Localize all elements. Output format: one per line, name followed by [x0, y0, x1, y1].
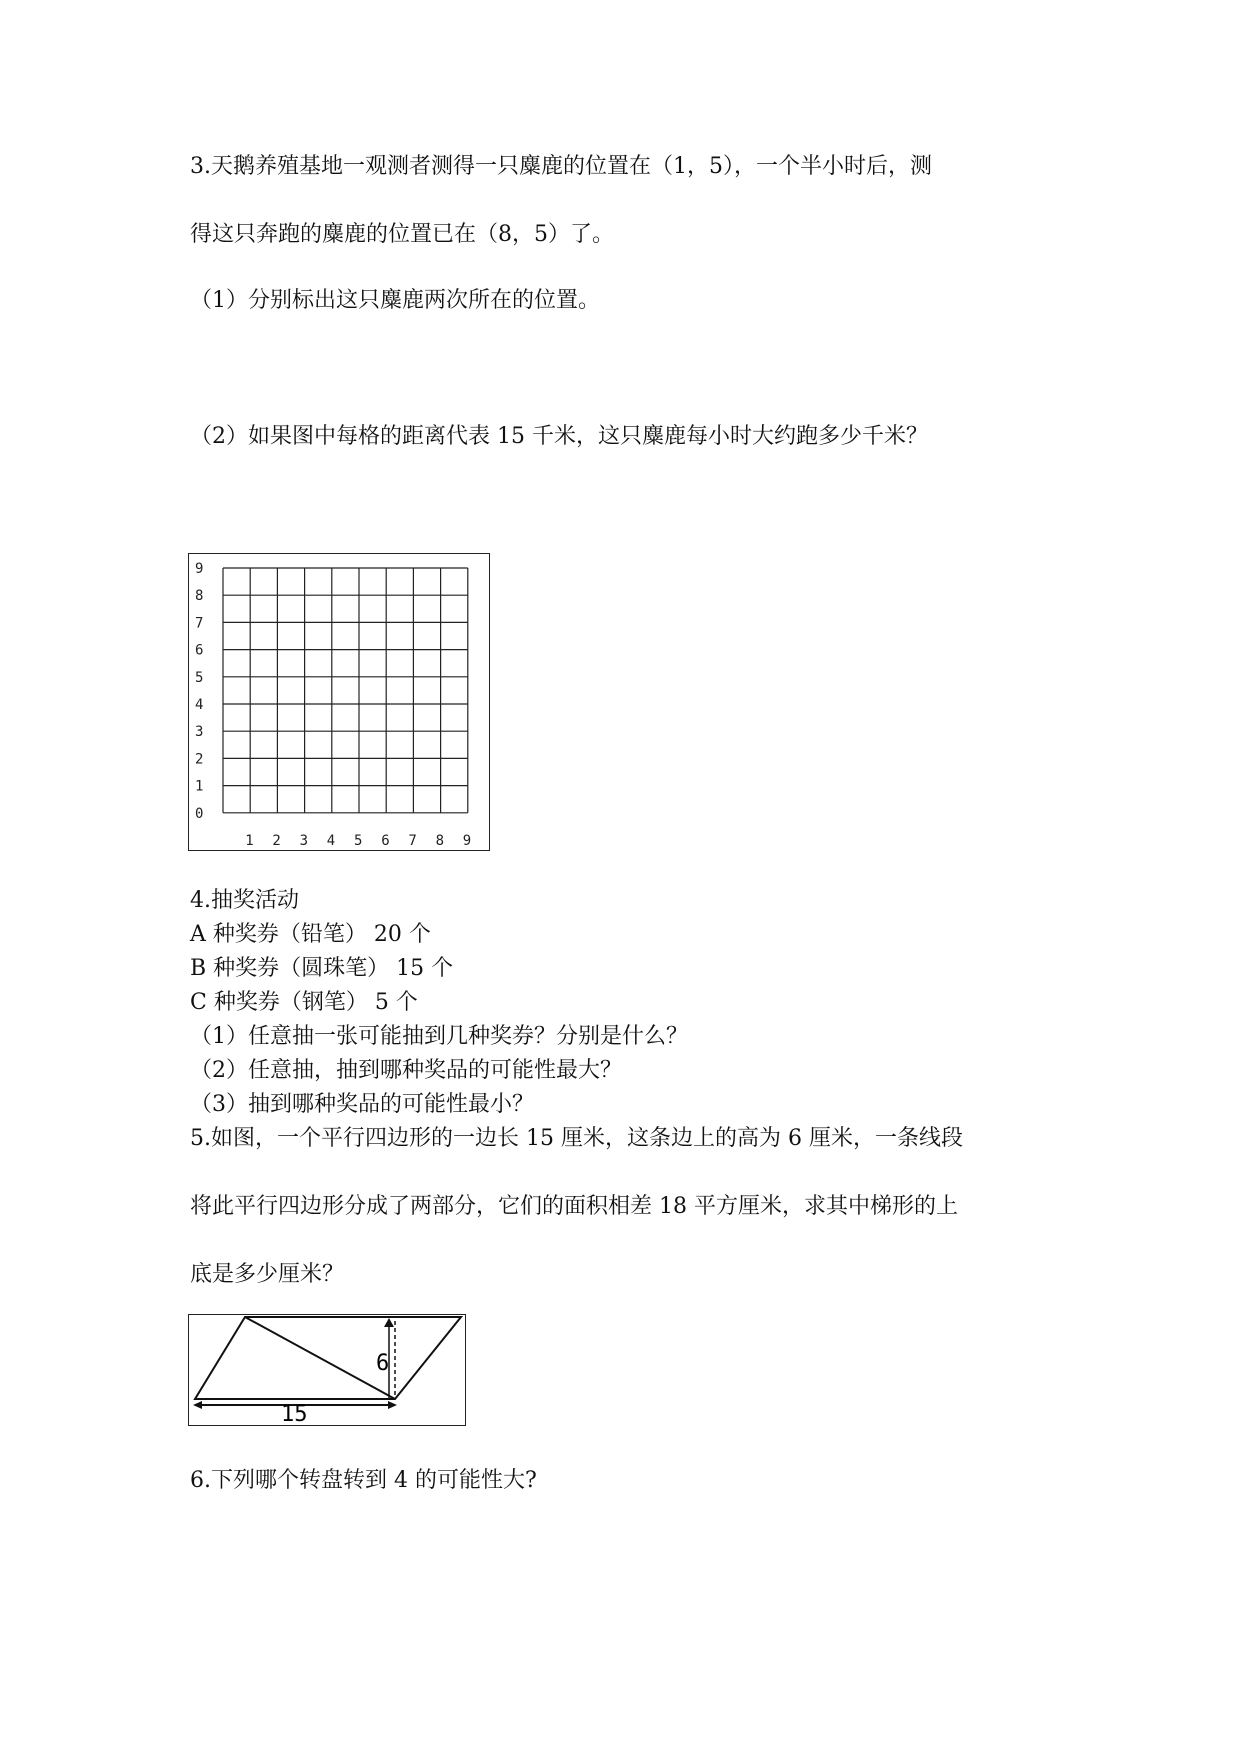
parallelogram-figure: [188, 1314, 466, 1426]
height-label: 6: [376, 1351, 390, 1376]
q5-text-line-2: 将此平行四边形分成了两部分，它们的面积相差 18 平方厘米，求其中梯形的上: [190, 1194, 958, 1219]
base-label: 15: [281, 1402, 308, 1424]
y-axis-tick-label: 8: [195, 588, 204, 605]
y-axis-tick-label: 3: [195, 724, 204, 741]
y-axis-tick-label: 2: [195, 751, 204, 768]
dividing-segment: [245, 1317, 395, 1399]
q4-question-3: （3）抽到哪种奖品的可能性最小？: [190, 1092, 534, 1117]
x-axis-tick-label: 9: [462, 832, 472, 849]
q4-item-a: A 种奖券（铅笔） 20 个: [190, 922, 431, 947]
q3-text-line-2: 得这只奔跑的麋鹿的位置已在（8，5）了。: [190, 222, 614, 247]
q3-part-1: （1）分别标出这只麋鹿两次所在的位置。: [190, 288, 600, 313]
y-axis-tick-label: 0: [195, 805, 204, 822]
q4-title: 4.抽奖活动: [190, 888, 299, 913]
q3-text-line-1: 3.天鹅养殖基地一观测者测得一只麋鹿的位置在（1，5），一个半小时后，测: [190, 154, 932, 179]
base-arrow-right: [388, 1401, 397, 1409]
x-axis-tick-label: 8: [435, 832, 445, 849]
coordinate-grid-figure: [188, 553, 490, 851]
y-axis-tick-label: 5: [195, 669, 204, 686]
parallelogram-outline: [195, 1317, 461, 1399]
x-axis-tick-label: 7: [408, 832, 417, 849]
base-arrow-left: [193, 1401, 202, 1409]
parallelogram-diagram: [189, 1315, 464, 1424]
height-arrow-head: [384, 1318, 394, 1327]
y-axis-tick-label: 4: [195, 697, 204, 713]
q5-text-line-3: 底是多少厘米？: [190, 1262, 345, 1287]
q4-question-2: （2）任意抽，抽到哪种奖品的可能性最大？: [190, 1058, 622, 1083]
y-axis-tick-label: 9: [195, 561, 204, 577]
y-axis-tick-label: 1: [195, 778, 204, 795]
x-axis-tick-label: 5: [354, 832, 363, 849]
x-axis-tick-label: 2: [272, 832, 281, 849]
y-axis-tick-label: 6: [195, 642, 204, 659]
q6-text-line-1: 6.下列哪个转盘转到 4 的可能性大?: [190, 1468, 537, 1493]
q4-item-c: C 种奖券（钢笔） 5 个: [190, 990, 418, 1015]
x-axis-tick-label: 1: [245, 832, 254, 849]
y-axis-tick-label: 7: [195, 615, 204, 632]
coordinate-grid: [189, 554, 488, 849]
q5-text-line-1: 5.如图，一个平行四边形的一边长 15 厘米，这条边上的高为 6 厘米，一条线段: [190, 1126, 963, 1151]
x-axis-tick-label: 4: [326, 832, 336, 849]
x-axis-tick-label: 3: [299, 832, 309, 849]
q4-item-b: B 种奖券（圆珠笔） 15 个: [190, 956, 454, 981]
q3-part-2: （2）如果图中每格的距离代表 15 千米，这只麋鹿每小时大约跑多少千米？: [190, 424, 928, 449]
x-axis-tick-label: 6: [381, 832, 390, 849]
q4-question-1: （1）任意抽一张可能抽到几种奖券？分别是什么？: [190, 1024, 688, 1049]
